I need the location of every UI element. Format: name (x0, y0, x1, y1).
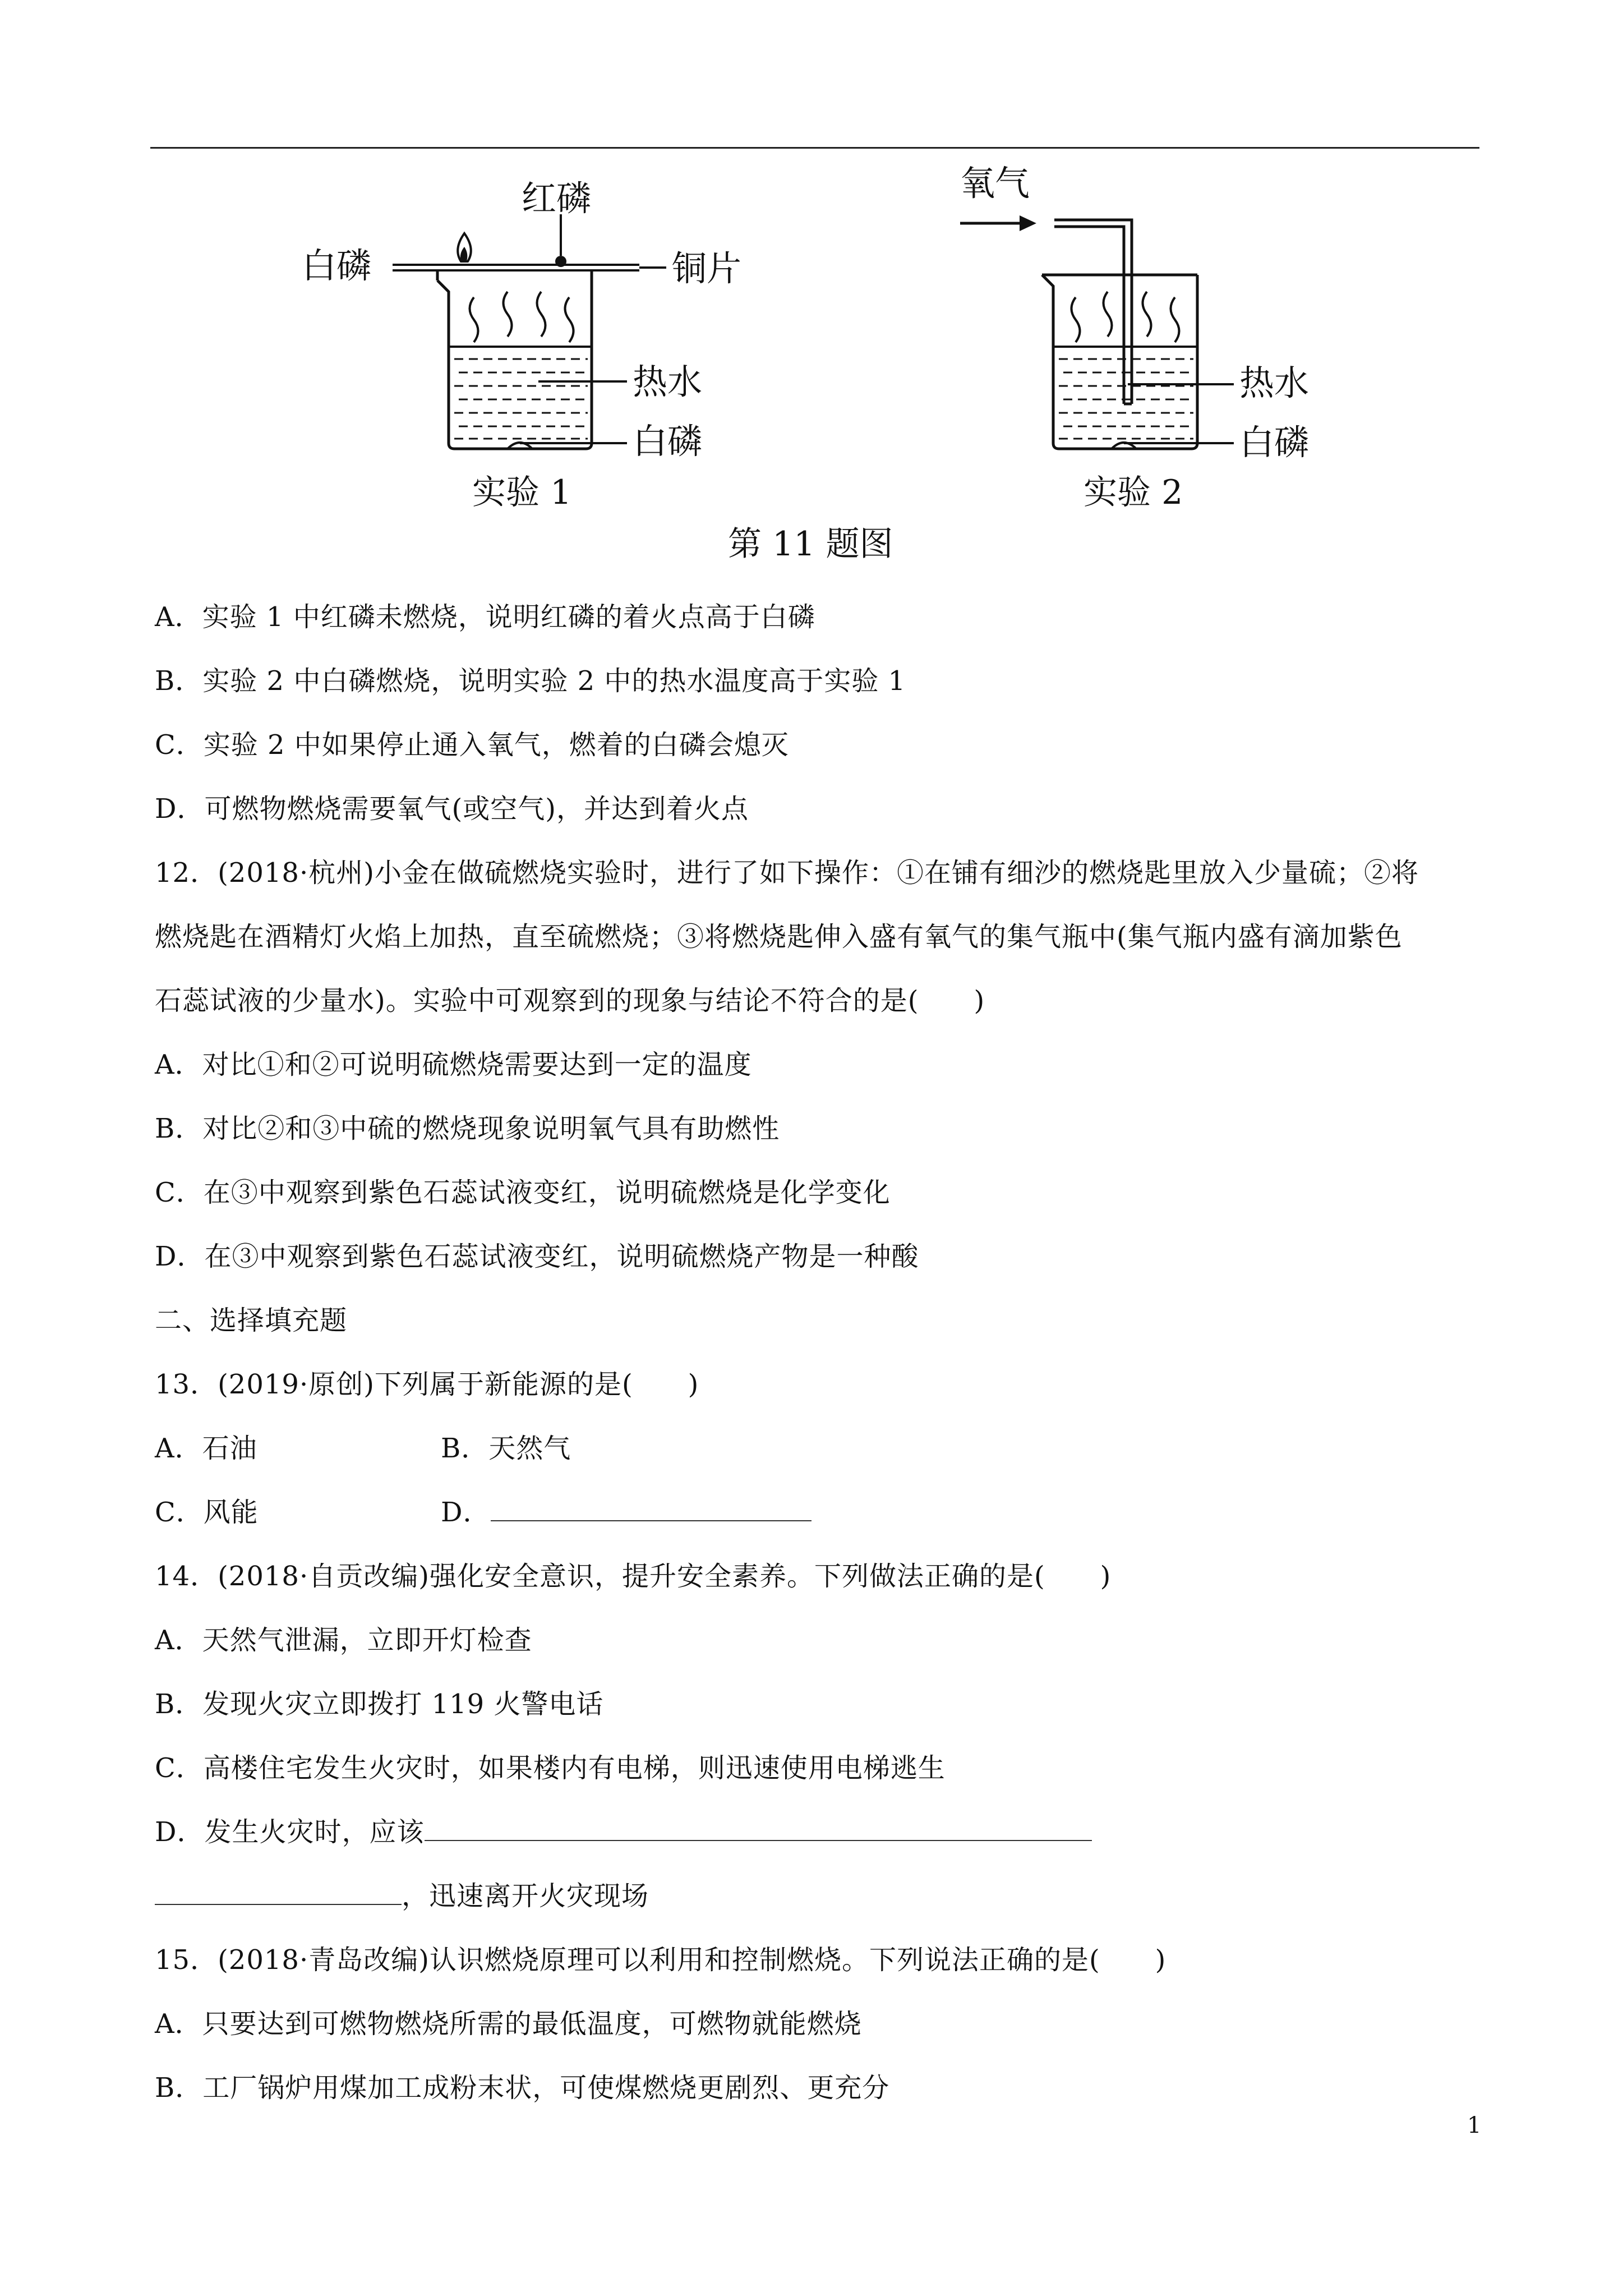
q12-stem-line-1: 12．(2018·杭州)小金在做硫燃烧实验时，进行了如下操作：①在铺有细沙的燃烧匙里放入少量硫；②将 (155, 857, 1419, 889)
q14-answer-blank-2[interactable] (155, 1879, 402, 1905)
q15-option-a: A．只要达到可燃物燃烧所需的最低温度，可燃物就能燃烧 (155, 2008, 862, 2040)
red-phosphorus (555, 256, 566, 267)
water-hatching-1 (454, 359, 588, 439)
figure-title: 第 11 题图 (728, 524, 893, 564)
q15-option-b: B．工厂锅炉用煤加工成粉末状，可使煤燃烧更剧烈、更充分 (155, 2072, 890, 2104)
q14-option-d-label: D．发生火灾时，应该 (155, 1816, 425, 1848)
q12-option-c: C．在③中观察到紫色石蕊试液变红，说明硫燃烧是化学变化 (155, 1177, 891, 1208)
label-white-phosphorus-1: 白磷 (633, 421, 703, 462)
q13-answer-blank[interactable] (491, 1496, 811, 1521)
q13-option-d-label: D． (441, 1497, 491, 1528)
q12-stem-line-2: 燃烧匙在酒精灯火焰上加热，直至硫燃烧；③将燃烧匙伸入盛有氧气的集气瓶中(集气瓶内盛有滴加紫色 (155, 921, 1403, 953)
q11-option-d: D．可燃物燃烧需要氧气(或空气)，并达到着火点 (155, 793, 749, 825)
water-hatching-2 (1059, 359, 1193, 439)
experiment-diagram (0, 0, 1623, 578)
q13-option-c: C．风能 (155, 1497, 259, 1528)
q14-option-d (155, 1815, 1092, 1849)
q14-option-b: B．发现火灾立即拨打 119 火警电话 (155, 1688, 604, 1720)
label-hot-water-2: 热水 (1239, 362, 1310, 403)
q11-option-c: C．实验 2 中如果停止通入氧气，燃着的白磷会熄灭 (155, 729, 789, 761)
label-white-phosphorus-top: 白磷 (302, 245, 372, 286)
caption-experiment-2: 实验 2 (1083, 473, 1183, 512)
q12-option-a: A．对比①和②可说明硫燃烧需要达到一定的温度 (155, 1049, 752, 1080)
q14-option-d-continued (155, 1879, 649, 1913)
page-number: 1 (1467, 2113, 1482, 2138)
q13-option-b: B．天然气 (441, 1433, 571, 1464)
q15-stem: 15．(2018·青岛改编)认识燃烧原理可以利用和控制燃烧。下列说法正确的是( ) (155, 1944, 1166, 1976)
q12-option-d: D．在③中观察到紫色石蕊试液变红，说明硫燃烧产物是一种酸 (155, 1241, 919, 1272)
q14-option-c: C．高楼住宅发生火灾时，如果楼内有电梯，则迅速使用电梯逃生 (155, 1752, 946, 1784)
q11-option-a: A．实验 1 中红磷未燃烧，说明红磷的着火点高于白磷 (155, 601, 815, 633)
q14-option-a: A．天然气泄漏，立即开灯检查 (155, 1625, 532, 1656)
question-11-figure (0, 0, 1623, 578)
q13-option-d (441, 1496, 811, 1529)
beaker-1 (437, 280, 592, 449)
oxygen-tube (1054, 220, 1132, 404)
label-oxygen: 氧气 (960, 163, 1030, 204)
beaker-2 (1042, 275, 1197, 449)
experiment-2-apparatus (1042, 220, 1197, 449)
experiment-1-apparatus (393, 265, 639, 449)
caption-experiment-1: 实验 1 (472, 473, 572, 512)
q13-stem: 13．(2019·原创)下列属于新能源的是( ) (155, 1369, 699, 1400)
q12-option-b: B．对比②和③中硫的燃烧现象说明氧气具有助燃性 (155, 1113, 780, 1144)
q14-stem: 14．(2018·自贡改编)强化安全意识，提升安全素养。下列做法正确的是( ) (155, 1561, 1112, 1592)
label-white-phosphorus-2: 白磷 (1239, 422, 1310, 463)
q11-option-b: B．实验 2 中白磷燃烧，说明实验 2 中的热水温度高于实验 1 (155, 665, 906, 697)
q12-stem-line-3: 石蕊试液的少量水)。实验中可观察到的现象与结论不符合的是( ) (155, 985, 985, 1016)
q13-option-a: A．石油 (155, 1433, 257, 1464)
q14-option-d-tail: ，迅速离开火灾现场 (402, 1880, 649, 1912)
label-hot-water-1: 热水 (633, 361, 703, 402)
label-red-phosphorus: 红磷 (522, 178, 592, 219)
label-copper-sheet: 铜片 (672, 248, 742, 289)
oxygen-arrow-icon (960, 215, 1036, 231)
q14-answer-blank-1[interactable] (425, 1815, 1092, 1841)
section-heading: 二、选择填充题 (155, 1305, 348, 1336)
